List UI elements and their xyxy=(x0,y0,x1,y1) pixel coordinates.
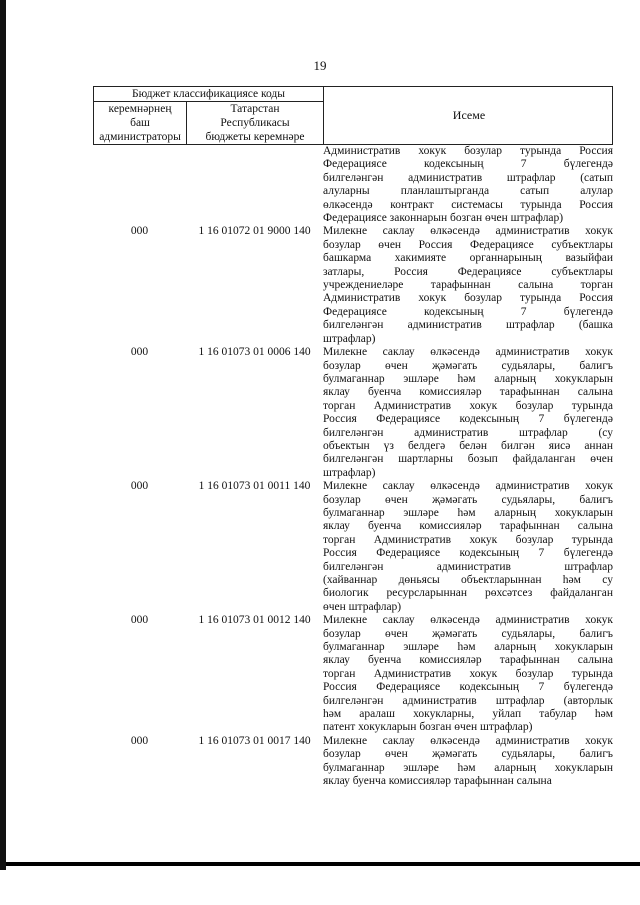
admin-code-cell: 000 xyxy=(130,225,149,238)
name-text-line: Милекне саклау өлкәсендә административ хокук xyxy=(323,225,613,238)
name-text-line: билгеләнгән административ штрафлар (авторлык xyxy=(323,694,613,707)
name-text-line: торган Административ хокук бозулар турында xyxy=(323,399,613,412)
admin-code-cell: 000 xyxy=(130,614,149,627)
name-text-line: Россия Федерациясе кодексының 7 бүлегендә xyxy=(323,413,613,426)
revenue-code-cell: 1 16 01072 01 9000 140 xyxy=(198,225,311,238)
name-text-line: бозулар өчен җәмәгать судьялары, балигъ xyxy=(323,359,613,372)
name-text-line: булмаганнар эшләре һәм аларның хокукларын xyxy=(323,641,613,654)
name-text-line: яклау буенча комиссияләр тарафыннан салына xyxy=(323,775,552,788)
header-col1-line: администраторы xyxy=(99,131,181,143)
page-number: 19 xyxy=(313,58,327,73)
name-text-line: бозулар өчен җәмәгать судьялары, балигъ xyxy=(323,493,613,506)
bottom-rule xyxy=(6,862,640,866)
name-text-line: торган Административ хокук бозулар турында xyxy=(323,533,613,546)
name-text-line: булмаганнар эшләре һәм аларның хокукларын xyxy=(323,506,613,519)
name-text-line: патент хокукларын бозган өчен штрафлар) xyxy=(323,721,533,734)
revenue-name-cell xyxy=(323,735,613,789)
name-text-line: билгеләнгән административ штрафлар (су xyxy=(323,426,613,439)
name-text-line: өчен штрафлар) xyxy=(323,600,402,613)
name-text-line: штрафлар) xyxy=(323,332,376,345)
table-body xyxy=(93,145,613,789)
revenue-name-cell xyxy=(323,225,613,346)
name-text-line: штрафлар) xyxy=(323,466,376,479)
name-text-line: бозулар өчен җәмәгать судьялары, балигъ xyxy=(323,748,613,761)
revenue-code-cell: 1 16 01073 01 0006 140 xyxy=(198,346,311,359)
name-text-line: Федерациясе законнарын бозган өчен штрафлар) xyxy=(323,212,564,225)
revenue-name-cell xyxy=(323,346,613,480)
header-col-chief-administrator xyxy=(94,102,187,144)
table-row xyxy=(93,614,613,735)
name-text-line: бозулар өчен Россия Федерациясе субъектлары xyxy=(323,238,613,251)
name-text-line: Административ хокук бозулар турында Россия xyxy=(323,145,613,157)
name-text-line: билгеләнгән административ штрафлар (сатып xyxy=(323,171,613,184)
header-col2-line: Республикасы xyxy=(220,117,290,129)
name-text-line: Россия Федерациясе кодексының 7 бүлегендә xyxy=(323,681,613,694)
name-text-line: объектын үз белдегә белән билгән яисә аннан xyxy=(323,439,613,452)
header-col1-line: керемнәрнең xyxy=(108,103,172,115)
admin-code-cell: 000 xyxy=(130,346,149,359)
table-row xyxy=(93,480,613,614)
header-col2-line: Татарстан xyxy=(230,103,280,115)
name-text-line: Милекне саклау өлкәсендә административ хокук xyxy=(323,734,613,747)
name-text-line: өлкәсендә контракт системасы турында Россия xyxy=(323,198,613,211)
table-row xyxy=(93,346,613,480)
name-text-line: бозулар өчен җәмәгать судьялары, балигъ xyxy=(323,627,613,640)
name-text-line: яклау буенча комиссияләр тарафыннан салына xyxy=(323,654,613,667)
header-col-name: Исеме xyxy=(452,108,486,122)
name-text-line: яклау буенча комиссияләр тарафыннан салына xyxy=(323,386,613,399)
revenue-name-cell xyxy=(323,145,613,225)
header-col2-line: бюджеты керемнәре xyxy=(205,131,305,143)
table-row xyxy=(93,735,613,789)
header-col-budget-revenues xyxy=(187,102,324,144)
name-text-line: затлары, Россия Федерациясе субъектлары xyxy=(323,265,613,278)
admin-code-cell xyxy=(93,145,186,225)
name-text-line: Милекне саклау өлкәсендә административ хокук xyxy=(323,346,613,359)
name-text-line: билгеләнгән административ штрафлар (башка xyxy=(323,319,613,332)
name-text-line: Федерациясе кодексының 7 бүлегендә xyxy=(323,305,613,318)
revenue-name-cell xyxy=(323,614,613,735)
name-text-line: билгеләнгән шартларны бозып файдаланган өчен xyxy=(323,453,613,466)
admin-code-cell: 000 xyxy=(130,734,149,747)
revenue-code-cell: 1 16 01073 01 0012 140 xyxy=(198,614,311,627)
name-text-line: алуларны планлаштырганда сатып алулар xyxy=(323,185,613,198)
table-row xyxy=(93,225,613,346)
name-text-line: Милекне саклау өлкәсендә административ хокук xyxy=(323,480,613,493)
name-text-line: учреждениеләре тарафыннан салына торган xyxy=(323,279,613,292)
name-text-line: Россия Федерациясе кодексының 7 бүлегендә xyxy=(323,547,613,560)
name-text-line: һәм аралаш хокукларны, уйлап табулар һәм xyxy=(323,708,613,721)
name-text-line: булмаганнар эшләре һәм аларның хокукларын xyxy=(323,372,613,385)
revenue-code-cell: 1 16 01073 01 0011 140 xyxy=(198,480,311,493)
name-text-line: башкарма хакимияте органнарының вазыйфаи xyxy=(323,252,613,265)
scan-edge-bar xyxy=(0,0,6,870)
revenue-code-cell: 1 16 01073 01 0017 140 xyxy=(198,734,311,747)
name-text-line: (хайваннар дөньясы объектларыннан һәм су xyxy=(323,574,613,586)
name-text-line: билгеләнгән административ штрафлар xyxy=(323,560,613,573)
name-text-line: булмаганнар эшләре һәм аларның хокукларын xyxy=(323,761,613,774)
revenue-name-cell xyxy=(323,480,613,614)
name-text-line: яклау буенча комиссияләр тарафыннан салына xyxy=(323,520,613,533)
name-text-line: Административ хокук бозулар турында Россия xyxy=(323,292,613,305)
admin-code-cell: 000 xyxy=(130,480,149,493)
table-row xyxy=(93,145,613,225)
name-text-line: торган Административ хокук бозулар турында xyxy=(323,667,613,680)
name-text-line: биологик ресурсларыннан рөхсәтсез файдаланган xyxy=(323,587,613,600)
revenue-code-cell xyxy=(186,145,323,225)
table-header xyxy=(93,86,613,145)
name-text-line: Федерациясе кодексының 7 бүлегендә xyxy=(323,158,613,171)
header-col1-line: баш xyxy=(130,117,150,129)
name-text-line: Милекне саклау өлкәсендә административ хокук xyxy=(323,614,613,627)
budget-classification-table xyxy=(93,86,613,789)
header-group-budget-classification-code: Бюджет классификациясе коды xyxy=(94,87,324,102)
